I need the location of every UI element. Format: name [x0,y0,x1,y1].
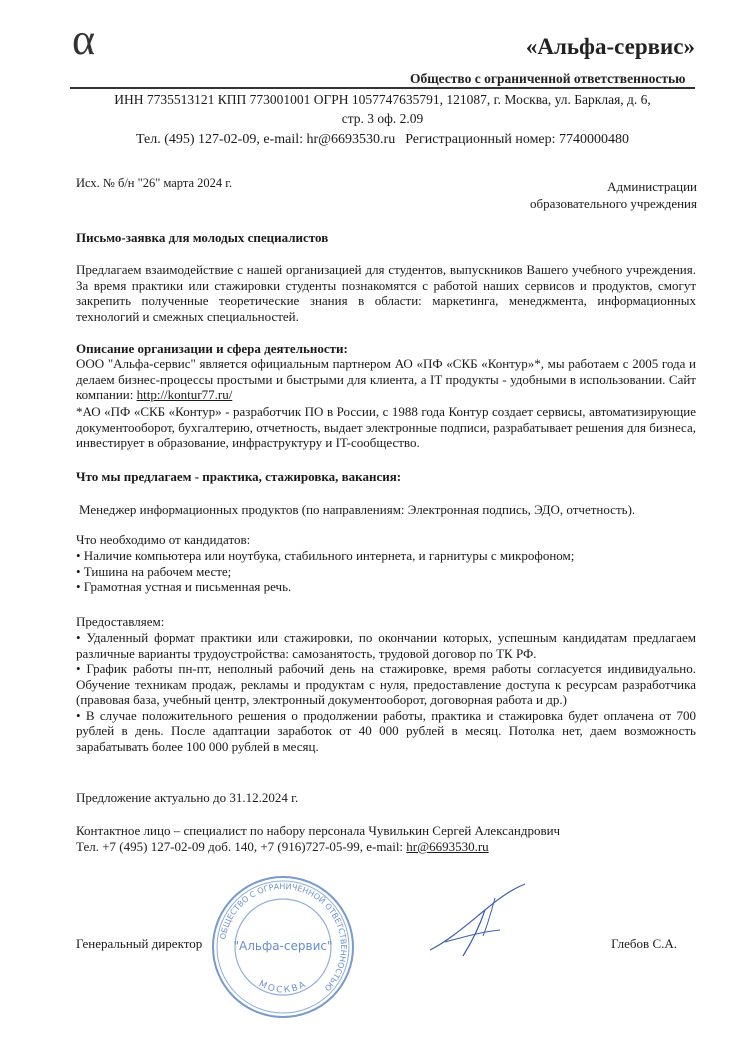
requisites-contacts [70,131,695,150]
company-stamp [208,872,358,1022]
contact-phones: Тел. +7 (495) 127-02-09 доб. 140, +7 (916)727-05-99, e-mail: [76,839,404,854]
director-name: Глебов С.А. [611,936,677,951]
requirement-item: • Тишина на рабочем месте; [76,563,232,579]
requirement-item: • Грамотная устная и письменная речь. [76,579,292,594]
company-subtitle: Общество с ограниченной ответственностью [410,71,686,86]
org-description [76,356,696,403]
org-heading: Описание организации и сфера деятельности: [76,341,348,356]
company-name: «Альфа-сервис» [525,34,695,59]
alpha-logo-icon: α [72,15,96,64]
stamp-city-text: МОСКВА [256,979,310,996]
handwritten-signature [425,880,535,965]
offer-heading: Что мы предлагаем - практика, стажировка, вакансия: [76,469,402,484]
contact-phones-line [76,839,696,855]
requisites-line-1: ИНН 7735513121 КПП 773001001 ОГРН 1057747635791, 121087, г. Москва, ул. Барклая, д. 6, [114,92,651,107]
addressee-line-2: образовательного учреждения [530,196,697,211]
contact-person: Контактное лицо – специалист по набору персонала Чувилькин Сергей Александрович [76,823,561,838]
requirements-list [76,548,696,595]
org-text: ООО "Альфа-сервис" является официальным партнером АО «ПФ «СКБ «Контур»*, мы работаем с 2005 года и делаем бизнес-процессы простыми и быстрыми для клиента, а IT продукты - удобными в использовании. Сайт компании: [76,356,696,402]
letter-intro: Предлагаем взаимодействие с нашей организацией для студентов, выпускников Вашего учебного учреждения. За время практики или стажировки студенты познакомятся с работой наших сервисов и продуктов, смогут закрепить полученные теоретические знания в области: маркетинга, менеджмента, информационных технологий и смежных специальностей. [76,262,696,324]
company-requisites [70,91,695,150]
requirements-heading: Что необходимо от кандидатов: [76,532,251,547]
letter-title: Письмо-заявка для молодых специалистов [76,230,329,245]
contact-email-link[interactable]: hr@6693530.ru [406,839,489,854]
offer-validity: Предложение актуально до 31.12.2024 г. [76,790,299,805]
company-contacts: Тел. (495) 127-02-09, e-mail: hr@6693530.ru [135,132,396,147]
org-note: *АО «ПФ «СКБ «Контур» - разработчик ПО в России, с 1988 года Контур создает сервисы, автоматизирующие документооборот, бухгалтерию, отчетность, выдает электронные подписи, разрабатывает решения для бизнеса, инвестирует в образование, инфраструктуру и IT-сообщество. [76,404,696,450]
addressee [530,178,697,212]
addressee-line-1: Администрации [607,179,697,194]
stamp-ring-text: ОБЩЕСТВО С ОГРАНИЧЕННОЙ ОТВЕТСТВЕННОСТЬЮ [218,881,348,993]
provide-item: • График работы пн-пт, неполный рабочий день на стажировке, время работы согласуется индивидуально. Обучение техникам продаж, рекламы и продуктам с нуля, предоставление доступа к ресурсам разработчика (правовая база, учебный центр, электронный документооборот, договорная работа и др.) [76,661,696,707]
stamp-center-text: "Альфа-сервис" [233,939,333,953]
offer-position: Менеджер информационных продуктов (по направлениям: Электронная подпись, ЭДО, отчетность). [79,502,636,517]
provide-item: • В случае положительного решения о продолжении работы, практика и стажировка будет оплачена от 700 рублей в день. После адаптации заработок от 40 000 рублей в месяц. Потолка нет, даем возможность зарабатывать более 100 000 рублей в месяц. [76,707,696,754]
company-site-link[interactable]: http://kontur77.ru/ [136,387,233,402]
requirement-item: • Наличие компьютера или ноутбука, стабильного интернета, и гарнитуры с микрофоном; [76,548,575,563]
director-position: Генеральный директор [76,936,203,951]
registration-number: Регистрационный номер: 7740000480 [405,132,630,147]
header-divider [70,87,695,89]
provide-item: • Удаленный формат практики или стажировки, по окончании которых, успешным кандидатам предлагаем различные варианты трудоустройства: самозанятость, трудовой договор по ТК РФ. [76,630,696,661]
provide-list [76,630,696,754]
outgoing-number: Исх. № б/н "26" марта 2024 г. [76,176,233,190]
provide-heading: Предоставляем: [76,614,165,629]
requisites-line-2: стр. 3 оф. 2.09 [341,110,424,126]
